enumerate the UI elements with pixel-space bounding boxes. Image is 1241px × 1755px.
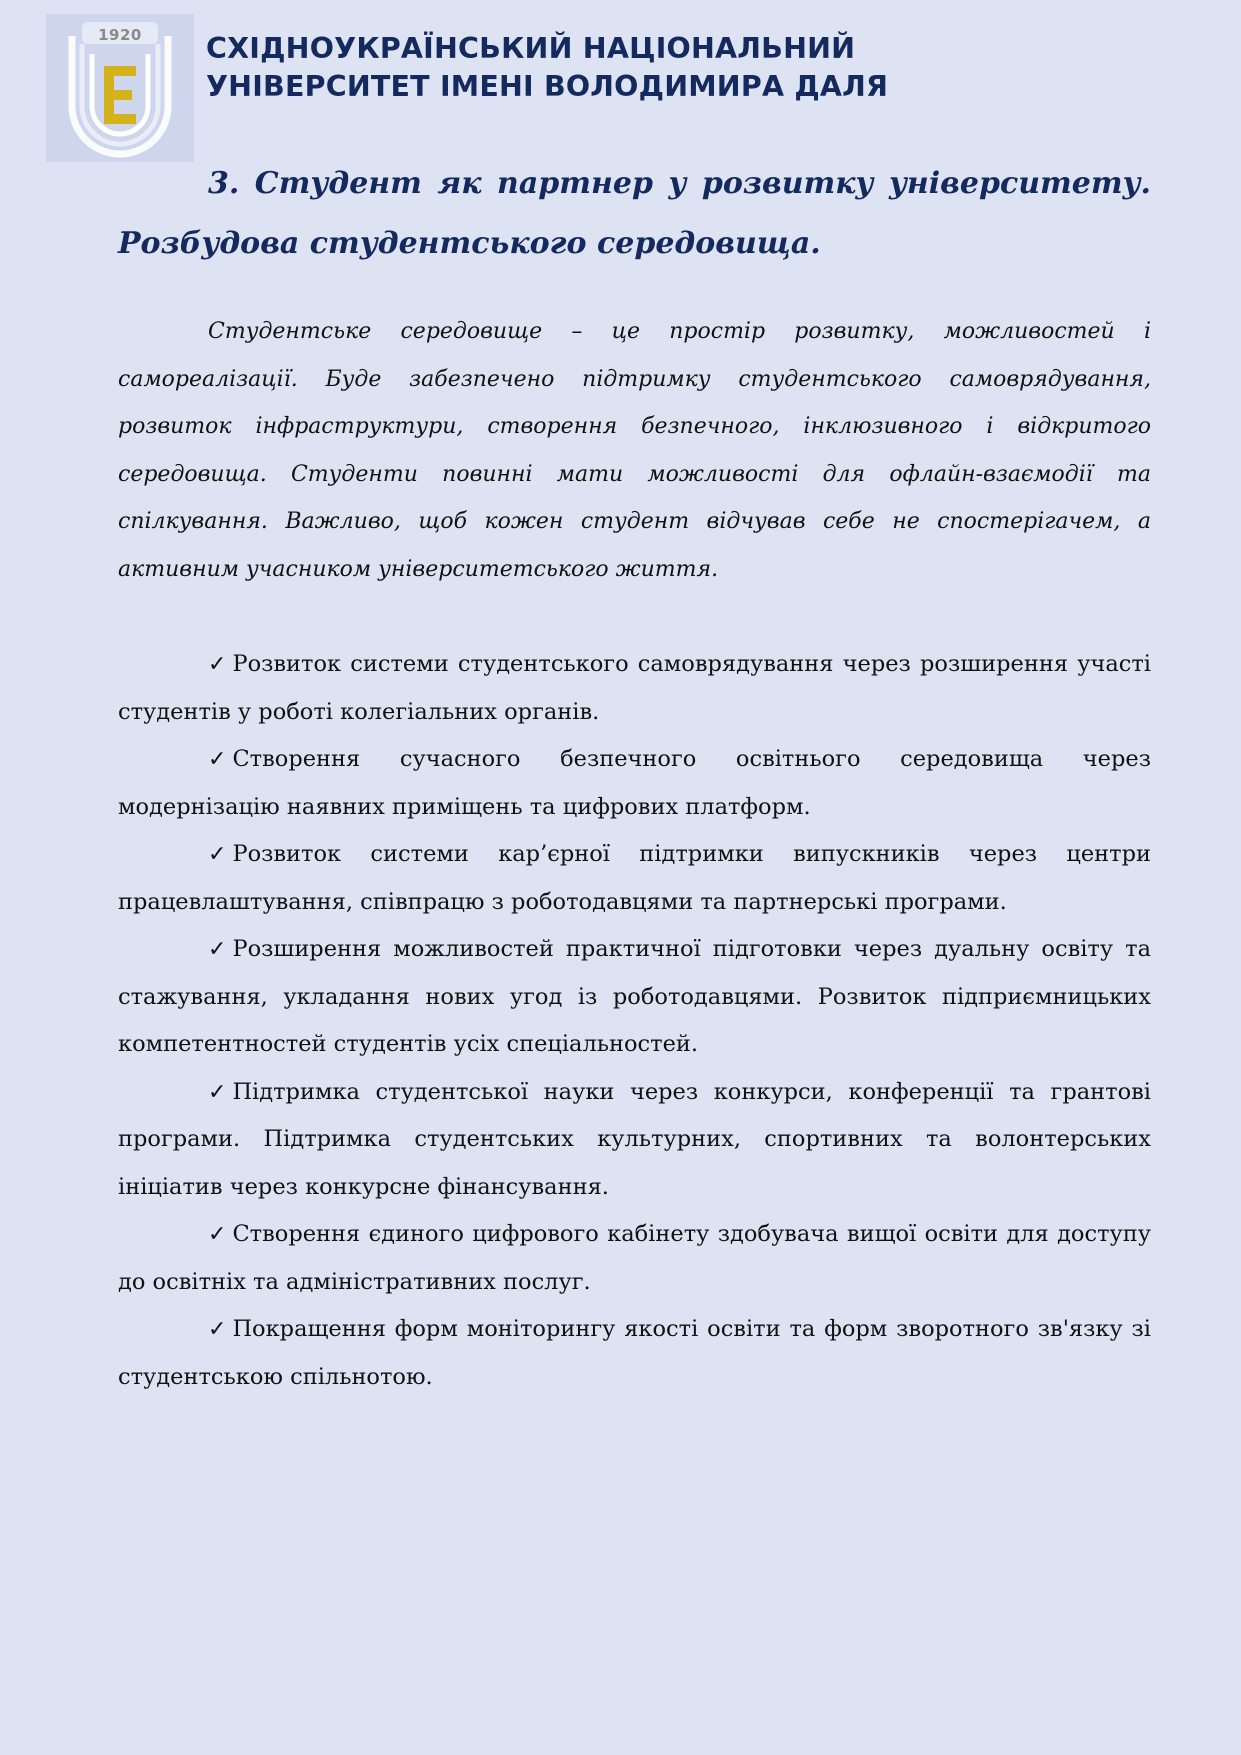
- list-item: [118, 641, 1151, 736]
- list-item-text: Підтримка студентської науки через конкурси, конференції та грантові програми. Підтримка студентських культурних, спортивних та волонтерських ініціатив через конкурсне фінансування.: [118, 1078, 1151, 1200]
- list-item: [118, 1211, 1151, 1306]
- list-item: [118, 926, 1151, 1069]
- check-icon: ✓: [208, 1079, 227, 1105]
- list-item-text: Розширення можливостей практичної підготовки через дуальну освіту та стажування, укладання нових угод із роботодавцями. Розвиток підприємницьких компетентностей студентів усіх спеціальностей.: [118, 936, 1151, 1057]
- list-item: [118, 1306, 1151, 1401]
- logo-year: 1920: [98, 26, 142, 44]
- check-icon: ✓: [208, 937, 227, 962]
- intro-paragraph: Студентське середовище – це простір розвитку, можливостей і самореалізації. Буде забезпечено підтримку студентського самоврядування, розвиток інфраструктури, створення безпечного, інклюзивного і відкритого середовища. Студенти повинні мати можливості для офлайн-взаємодії та спілкування. Важливо, щоб кожен студент відчував себе не спостерігачем, а активним учасником університетського життя.: [118, 319, 1151, 582]
- list-item: [118, 1069, 1151, 1212]
- check-icon: ✓: [208, 842, 227, 867]
- goals-list: [118, 641, 1151, 1401]
- check-icon: ✓: [208, 1317, 227, 1342]
- university-name-line-1: СХІДНОУКРАЇНСЬКИЙ НАЦІОНАЛЬНИЙ: [206, 32, 856, 65]
- university-logo: [46, 14, 194, 162]
- list-item-text: Створення сучасного безпечного освітнього середовища через модернізацію наявних приміщень та цифрових платформ.: [118, 746, 1151, 820]
- university-name: [206, 30, 888, 106]
- check-icon: ✓: [208, 652, 227, 677]
- check-icon: ✓: [208, 747, 227, 772]
- list-item-text: Покращення форм моніторингу якості освіти та форм зворотного зв'язку зі студентською спільнотою.: [118, 1316, 1151, 1390]
- document-body: [118, 154, 1151, 1401]
- university-name-line-2: УНІВЕРСИТЕТ ІМЕНІ ВОЛОДИМИРА ДАЛЯ: [206, 70, 889, 103]
- check-icon: ✓: [208, 1222, 227, 1247]
- section-title: 3. Студент як партнер у розвитку університету. Розбудова студентського середовища.: [118, 166, 1151, 261]
- list-item-text: Створення єдиного цифрового кабінету здобувача вищої освіти для доступу до освітніх та адміністративних послуг.: [118, 1221, 1151, 1295]
- list-item-text: Розвиток системи кар’єрної підтримки випускників через центри працевлаштування, співпрацю з роботодавцями та партнерські програми.: [118, 841, 1151, 915]
- list-item-text: Розвиток системи студентського самоврядування через розширення участі студентів у роботі колегіальних органів.: [118, 651, 1151, 725]
- list-item: [118, 831, 1151, 926]
- list-item: [118, 736, 1151, 831]
- page-header: [46, 14, 1196, 164]
